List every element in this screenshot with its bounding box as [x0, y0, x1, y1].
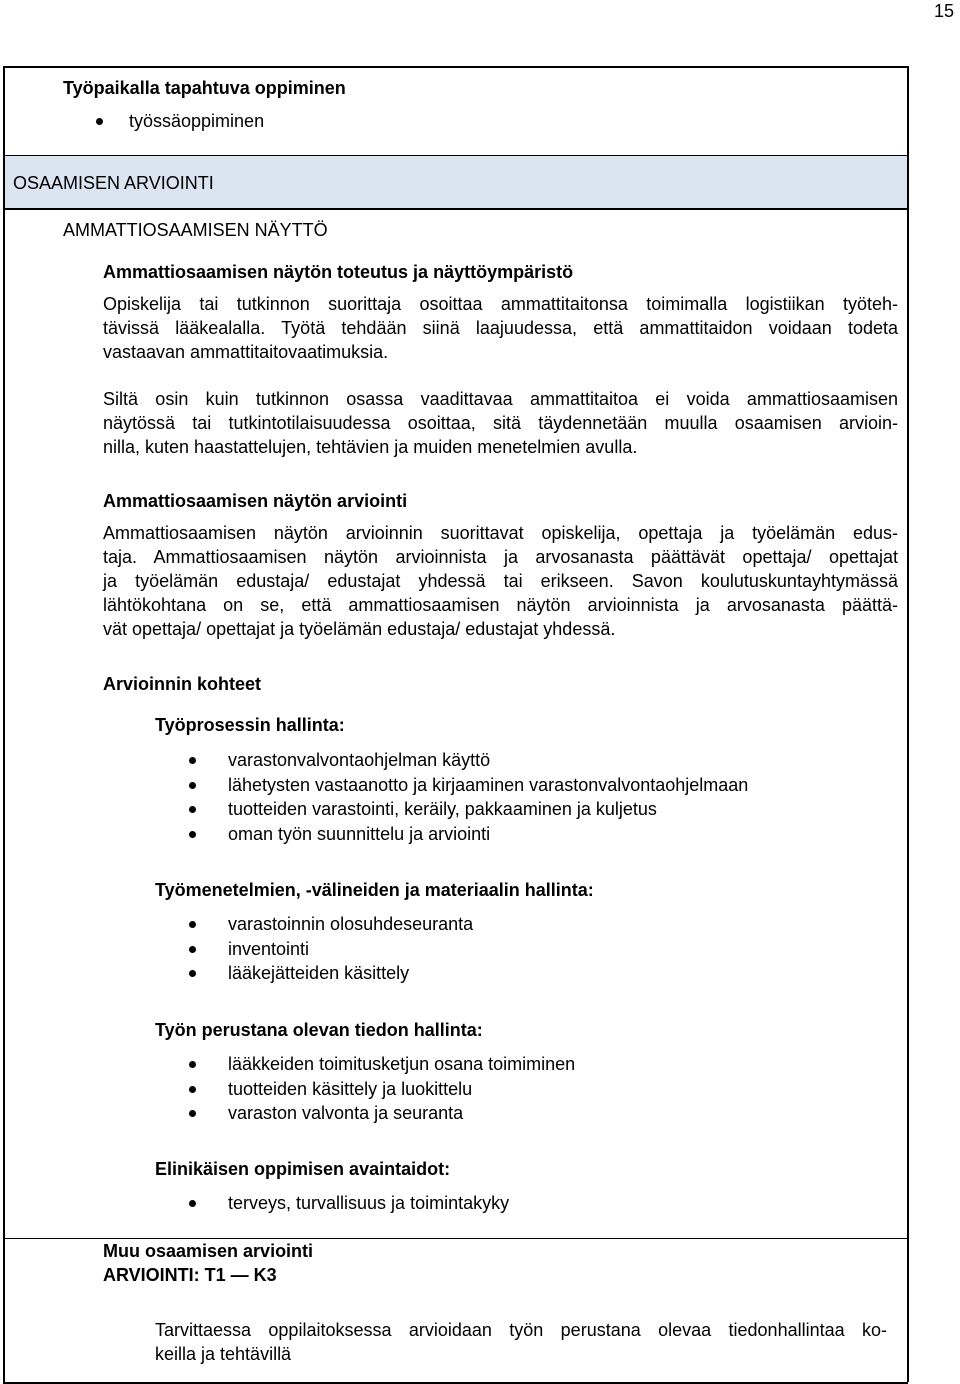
list-item-text: oman työn suunnittelu ja arviointi	[228, 823, 491, 844]
paragraph-line: näytössä tai tutkintotilaisuudessa osoittaa, sitä täydennetään muulla osaamisen arvioin-	[103, 413, 898, 433]
target-group-title: Työn perustana olevan tiedon hallinta:	[155, 1020, 483, 1040]
list-item-text: tuotteiden käsittely ja luokittelu	[228, 1078, 473, 1099]
paragraph-line: vastaavan ammattitaitovaatimuksia.	[103, 342, 389, 362]
paragraph-line: lähtökohtana on se, että ammattiosaamisen näytön arvioinnista ja arvosanasta päättä-	[103, 595, 898, 615]
paragraph-line: tävissä lääkealalla. Työtä tehdään siinä laajuudessa, että ammattitaidon voidaan todeta	[103, 318, 898, 338]
implementation-paragraph-1	[103, 292, 898, 364]
table-divider	[3, 208, 909, 210]
bullet-icon	[189, 921, 196, 928]
bullet-icon	[189, 946, 196, 953]
paragraph-line: keilla ja tehtävillä	[155, 1344, 292, 1364]
list-item-text: lääkejätteiden käsittely	[228, 963, 410, 984]
evaluation-heading: Ammattiosaamisen näytön arviointi	[103, 491, 408, 511]
paragraph-line: nilla, kuten haastattelujen, tehtävien ja muiden menetelmien avulla.	[103, 437, 638, 457]
target-group-title: Työprosessin hallinta:	[155, 715, 345, 735]
list-item-text: työssäoppiminen	[129, 111, 265, 131]
list-item-text: inventointi	[228, 938, 310, 959]
paragraph-line: Siltä osin kuin tutkinnon osassa vaadittavaa ammattitaitoa ei voida ammattiosaamisen	[103, 389, 898, 409]
list-item-text: varastoinnin olosuhdeseuranta	[228, 914, 474, 934]
page-number: 15	[933, 1, 954, 21]
bullet-icon	[189, 1200, 196, 1207]
assessment-scale: ARVIOINTI: T1 — K3	[103, 1265, 277, 1285]
bullet-icon	[189, 757, 196, 764]
target-group-title: Työmenetelmien, -välineiden ja materiaalin hallinta:	[155, 880, 594, 900]
bullet-icon	[189, 831, 196, 838]
workplace-heading: Työpaikalla tapahtuva oppiminen	[63, 78, 346, 98]
list-item-text: varaston valvonta ja seuranta	[228, 1103, 464, 1124]
paragraph-line: Tarvittaessa oppilaitoksessa arvioidaan työn perustana olevaa tiedonhallintaa ko-	[155, 1320, 887, 1340]
list-item-text: tuotteiden varastointi, keräily, pakkaaminen ja kuljetus	[228, 799, 657, 820]
implementation-paragraph-2	[103, 387, 898, 459]
bullet-icon	[189, 782, 196, 789]
paragraph-line: vät opettaja/ opettajat ja työelämän edustaja/ edustajat yhdessä.	[103, 619, 616, 639]
other-assessment-note	[155, 1318, 887, 1366]
bullet-icon	[96, 118, 103, 125]
list-item-text: lääkkeiden toimitusketjun osana toimiminen	[228, 1054, 576, 1074]
list-item-text: varastonvalvontaohjelman käyttö	[228, 750, 491, 770]
table-frame-right-border	[907, 66, 909, 1382]
paragraph-line: ja työelämän edustaja/ edustajat yhdessä tai erikseen. Savon koulutuskuntayhtymässä	[103, 571, 898, 591]
bullet-icon	[189, 1086, 196, 1093]
implementation-heading: Ammattiosaamisen näytön toteutus ja näyttöympäristö	[103, 262, 574, 282]
paragraph-line: Opiskelija tai tutkinnon suorittaja osoittaa ammattitaitonsa toimimalla logistiikan työteh-	[103, 294, 898, 314]
bullet-icon	[189, 1061, 196, 1068]
paragraph-line: taja. Ammattiosaamisen näytön arvioinnista ja arvosanasta päättävät opettaja/ opettajat	[103, 547, 898, 567]
other-assessment-heading: Muu osaamisen arviointi	[103, 1241, 314, 1261]
targets-heading: Arvioinnin kohteet	[103, 674, 262, 694]
evaluation-paragraph	[103, 521, 898, 641]
list-item-text: terveys, turvallisuus ja toimintakyky	[228, 1193, 510, 1213]
paragraph-line: Ammattiosaamisen näytön arvioinnin suorittavat opiskelija, opettaja ja työelämän edus-	[103, 523, 898, 543]
vocational-demo-heading: AMMATTIOSAAMISEN NÄYTTÖ	[63, 220, 328, 240]
list-item-text: lähetysten vastaanotto ja kirjaaminen varastonvalvontaohjelmaan	[228, 774, 749, 795]
assessment-band-title: OSAAMISEN ARVIOINTI	[13, 173, 214, 193]
target-group-title: Elinikäisen oppimisen avaintaidot:	[155, 1159, 451, 1179]
